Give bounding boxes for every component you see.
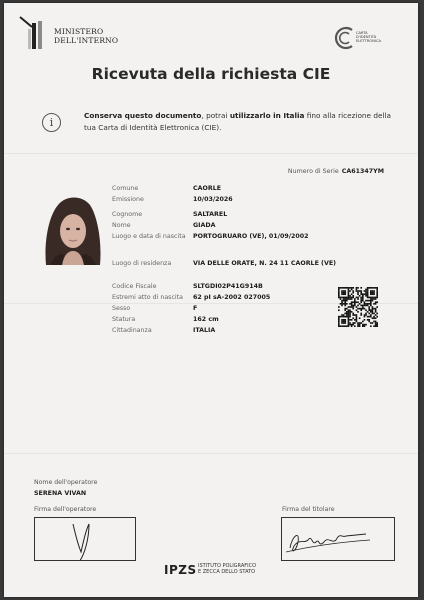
qr-code xyxy=(338,287,378,327)
field-label: Sesso xyxy=(112,305,131,312)
ipzs-line-1: ISTITUTO POLIGRAFICO xyxy=(198,563,257,569)
info-text-2: fino alla ricezione della tua Carta di Identità Elettronica (CIE). xyxy=(84,111,391,132)
cie-logo-line: CARTA xyxy=(356,31,368,35)
field-value: SLTGDI02P41G914B xyxy=(193,283,263,290)
field-label: Cittadinanza xyxy=(112,327,152,334)
holder-signature-box xyxy=(281,517,395,561)
field-label: Cognome xyxy=(112,211,143,218)
cie-logo xyxy=(334,25,392,51)
info-icon: i xyxy=(42,113,61,132)
info-bold-1: Conserva questo documento xyxy=(84,111,202,120)
cie-logo-text xyxy=(356,31,381,44)
field-value: CAORLE xyxy=(193,185,222,192)
field-value: SALTAREL xyxy=(193,211,228,218)
operator-signature xyxy=(35,518,135,560)
field-value: VIA DELLE ORATE, N. 24 11 CAORLE (VE) xyxy=(193,260,336,267)
field-label: Codice Fiscale xyxy=(112,283,157,290)
serial-value: CA61347YM xyxy=(341,168,384,175)
holder-signature xyxy=(282,518,394,560)
fold-line xyxy=(4,153,418,154)
cie-logo-line: D'IDENTITÀ xyxy=(356,35,377,40)
operator-name: SERENA VIVAN xyxy=(34,490,87,497)
ministry-name xyxy=(54,27,118,45)
field-value: ITALIA xyxy=(193,327,216,334)
field-label: Emissione xyxy=(112,196,144,203)
field-value: PORTOGRUARO (VE), 01/09/2002 xyxy=(193,233,309,240)
field-label: Estremi atto di nascita xyxy=(112,294,184,301)
field-value: GIADA xyxy=(193,222,216,229)
ipzs-subtitle xyxy=(198,564,256,575)
field-value: F xyxy=(193,305,198,312)
field-value: 162 cm xyxy=(193,316,219,323)
ipzs-line-2: E ZECCA DELLO STATO xyxy=(198,568,256,575)
field-label: Luogo di residenza xyxy=(112,260,172,267)
cie-logo-line: ELETTRONICA xyxy=(356,39,381,44)
holder-signature-label: Firma del titolare xyxy=(282,506,335,513)
receipt-document xyxy=(4,3,418,597)
page-title: Ricevuta della richiesta CIE xyxy=(91,65,331,83)
field-label: Nome xyxy=(112,222,131,229)
field-label: Comune xyxy=(112,185,139,192)
field-value: 10/03/2026 xyxy=(193,196,233,203)
info-text-1: , potrai xyxy=(201,111,230,120)
info-bold-2: utilizzarlo in Italia xyxy=(229,111,305,120)
field-value: 62 pI sA-2002 027005 xyxy=(193,294,271,301)
serial-number xyxy=(288,168,384,175)
field-label: Statura xyxy=(112,316,136,323)
info-message xyxy=(84,110,404,134)
ministry-line-1: MINISTERO xyxy=(54,27,104,36)
operator-name-label: Nome dell'operatore xyxy=(34,479,98,486)
operator-signature-box xyxy=(34,517,136,561)
operator-signature-label: Firma dell'operatore xyxy=(34,506,97,513)
fold-line xyxy=(4,453,418,454)
ministry-line-2: DELL'INTERNO xyxy=(54,36,119,45)
ipzs-wordmark: IPZS xyxy=(164,563,197,577)
field-label: Luogo e data di nascita xyxy=(112,233,186,240)
republic-emblem xyxy=(18,15,48,51)
holder-photo xyxy=(40,193,104,265)
serial-label: Numero di Serie xyxy=(287,168,339,175)
